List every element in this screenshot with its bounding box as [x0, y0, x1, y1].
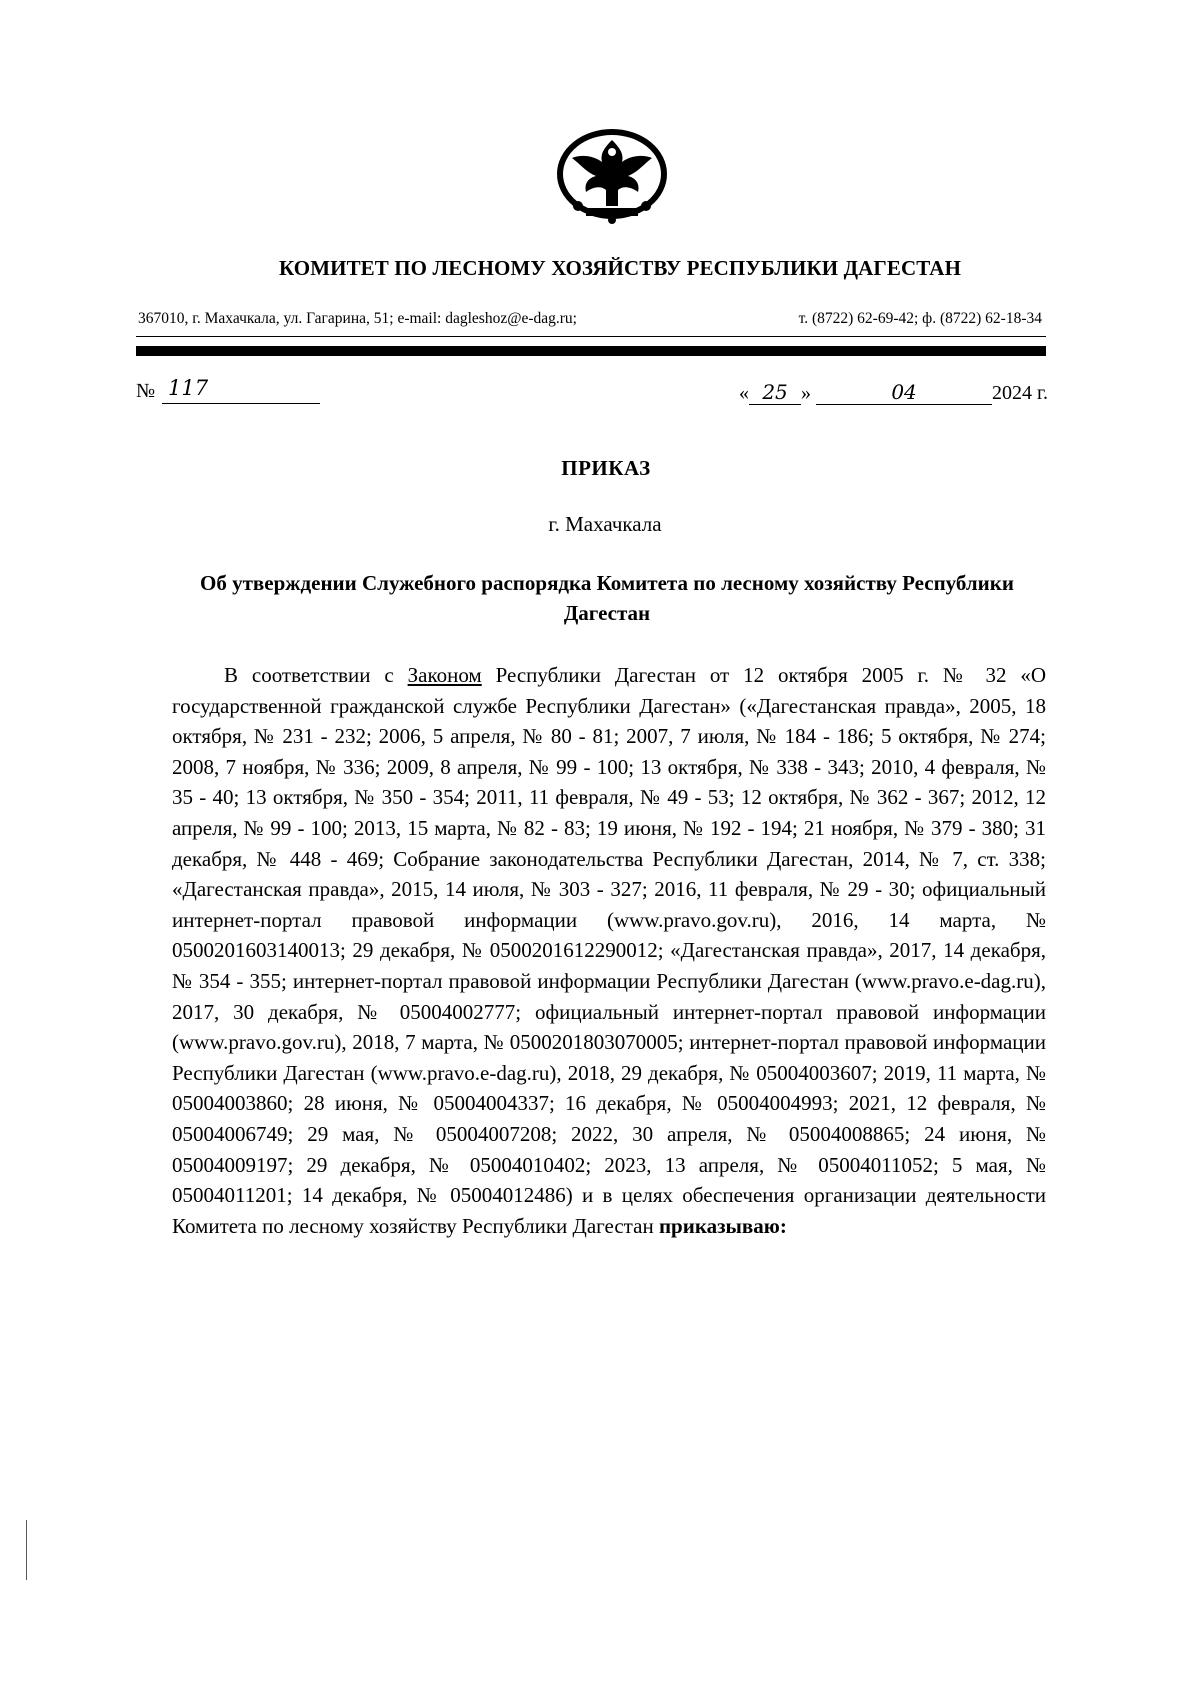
body-main: Республики Дагестан от 12 октября 2005 г. № 32 «О государственной гражданской службе Республики Дагестан» («Дагестанская правда», 2005, 18 октября, № 231 - 232; 2006, 5 апреля, № 80 - 81; 2007, 7 июля, № 184 - 186; 5 октября, № 274; 2008, 7 ноября, № 336; 2009, 8 апреля, № 99 - 100; 13 октября, № 338 - 343; 2010, 4 февраля, № 35 - 40; 13 октября, № 350 - 354; 2011, 11 февраля, № 49 - 53; 12 октября, № 362 - 367; 2012, 12 апреля, № 99 - 100; 2013, 15 марта, № 82 - 83; 19 июня, № 192 - 194; 21 ноября, № 379 - 380; 31 декабря, № 448 - 469; Собрание законодательства Республики Дагестан, 2014, № 7, ст. 338; «Дагестанская правда», 2015, 14 июля, № 303 - 327; 2016, 11 февраля, № 29 - 30; официальный интернет-портал правовой информации (www.pravo.gov.ru), 2016, 14 марта, № 0500201603140013; 29 декабря, № 0500201612290012; «Дагестанская правда», 2017, 14 декабря, № 354 - 355; интернет-портал правовой информации Республики Дагестан (www.pravo.e-dag.ru), 2017, 30 декабря, № 05004002777; официальный интернет-портал правовой информации (www.pravo.gov.ru), 2018, 7 марта, № 0500201803070005; интернет-портал правовой информации Республики Дагестан (www.pravo.e-dag.ru), 2018, 29 декабря, № 05004003607; 2019, 11 марта, № 05004003860; 28 июня, № 05004004337; 16 декабря, № 05004004993; 2021, 12 февраля, № 05004006749; 29 мая, № 05004007208; 2022, 30 апреля, № 05004008865; 24 июня, № 05004009197; 29 декабря, № 05004010402; 2023, 13 апреля, № 05004011052; 5 мая, № 05004011201; 14 декабря, № 05004012486) и в целях обеспечения организации деятельности Комитета по лесному хозяйству Республики Дагестан — [172, 663, 1046, 1238]
date-month: 04 — [816, 380, 992, 405]
contact-line — [138, 310, 1042, 328]
date-year: 2024 г. — [992, 382, 1048, 404]
document-city: г. Махачкала — [548, 512, 662, 536]
scan-margin-line — [26, 1520, 27, 1580]
header-divider-thin — [136, 336, 1046, 337]
header-divider-thick — [136, 346, 1046, 356]
document-title: ПРИКАЗ — [561, 456, 651, 480]
law-link[interactable]: Законом — [407, 663, 482, 687]
body-prefix: В соответствии с — [224, 663, 408, 687]
registration-row — [136, 376, 1048, 410]
date-quote-open: « — [739, 382, 750, 404]
body-paragraph — [172, 660, 1046, 1241]
number-label: № — [136, 380, 156, 402]
dagestan-eagle-emblem-icon — [556, 128, 668, 228]
organization-name: КОМИТЕТ ПО ЛЕСНОМУ ХОЗЯЙСТВУ РЕСПУБЛИКИ ДАГЕСТАН — [278, 256, 962, 280]
document-subject: Об утверждении Служебного распорядка Комитета по лесному хозяйству Республики Дагестан — [200, 571, 1014, 625]
address-text: 367010, г. Махачкала, ул. Гагарина, 51; e-mail: dagleshoz@e-dag.ru; — [138, 310, 577, 327]
date-day: 25 — [749, 380, 801, 405]
phone-fax-text: т. (8722) 62-69-42; ф. (8722) 62-18-34 — [798, 310, 1042, 327]
command-word: приказываю: — [658, 1213, 787, 1238]
document-date — [739, 380, 1048, 405]
document-number: 117 — [162, 376, 320, 404]
date-quote-close: » — [801, 382, 812, 404]
